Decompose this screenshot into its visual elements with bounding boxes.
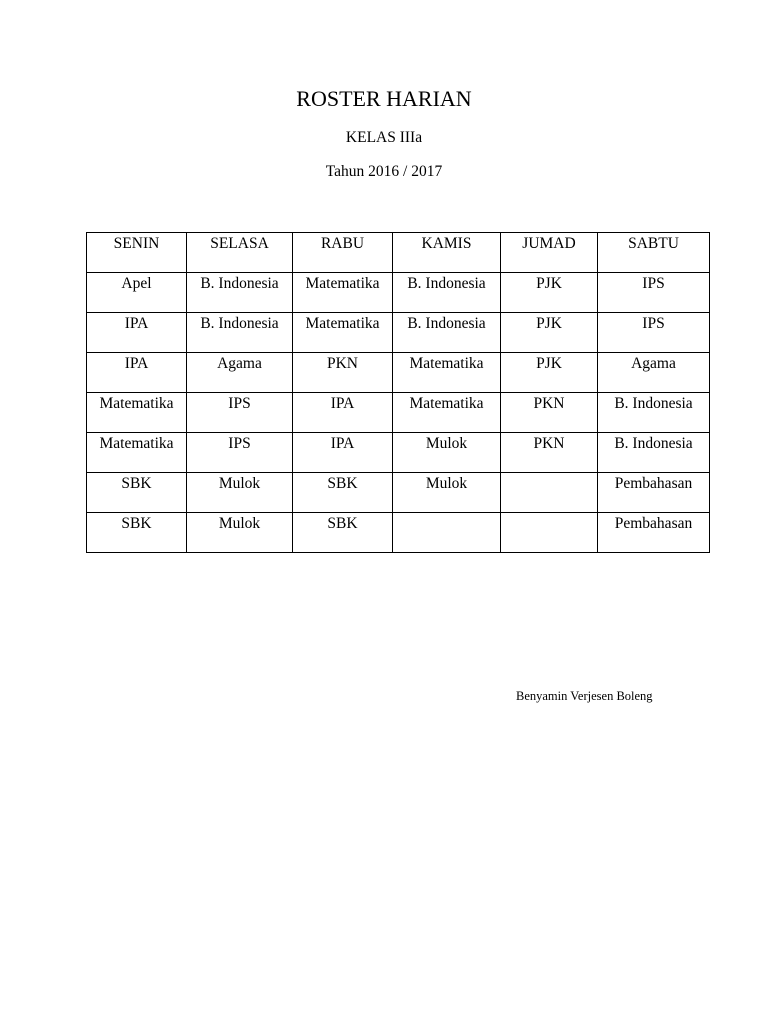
table-cell: Matematika <box>87 393 187 433</box>
table-cell: Pembahasan <box>598 473 710 513</box>
table-cell: Matematika <box>293 313 393 353</box>
table-cell: B. Indonesia <box>598 393 710 433</box>
class-label: KELAS IIIa <box>345 129 423 146</box>
page-title: ROSTER HARIAN <box>296 86 472 111</box>
table-cell: Mulok <box>393 433 501 473</box>
table-cell: B. Indonesia <box>187 273 293 313</box>
table-cell: IPA <box>293 433 393 473</box>
table-cell: SBK <box>293 513 393 553</box>
table-cell: PJK <box>501 353 598 393</box>
table-cell: Agama <box>187 353 293 393</box>
header-jumad: JUMAD <box>501 233 598 273</box>
table-header-row <box>87 233 710 273</box>
header-kamis: KAMIS <box>393 233 501 273</box>
table-cell: B. Indonesia <box>393 313 501 353</box>
table-cell: IPA <box>293 393 393 433</box>
table-row <box>87 273 710 313</box>
table-cell <box>501 473 598 513</box>
table-cell: PKN <box>293 353 393 393</box>
table-cell: Apel <box>87 273 187 313</box>
table-cell: IPA <box>87 313 187 353</box>
table-cell: SBK <box>293 473 393 513</box>
table-cell: Matematika <box>393 393 501 433</box>
table-cell: PKN <box>501 433 598 473</box>
table-cell: IPS <box>598 313 710 353</box>
table-cell: B. Indonesia <box>598 433 710 473</box>
table-row <box>87 473 710 513</box>
school-year-label: Tahun 2016 / 2017 <box>325 163 443 180</box>
table-cell: IPA <box>87 353 187 393</box>
table-row <box>87 313 710 353</box>
header-selasa: SELASA <box>187 233 293 273</box>
table-cell: IPS <box>187 433 293 473</box>
table-cell: PJK <box>501 273 598 313</box>
roster-table <box>86 232 710 553</box>
table-cell: Agama <box>598 353 710 393</box>
header-rabu: RABU <box>293 233 393 273</box>
table-cell: SBK <box>87 473 187 513</box>
table-row <box>87 433 710 473</box>
table-cell: Mulok <box>187 513 293 553</box>
table-cell: B. Indonesia <box>187 313 293 353</box>
table-cell: SBK <box>87 513 187 553</box>
table-row <box>87 353 710 393</box>
table-cell: PJK <box>501 313 598 353</box>
table-cell: PKN <box>501 393 598 433</box>
table-row <box>87 513 710 553</box>
table-cell: Mulok <box>393 473 501 513</box>
header-senin: SENIN <box>87 233 187 273</box>
table-cell: Pembahasan <box>598 513 710 553</box>
table-cell: IPS <box>598 273 710 313</box>
table-row <box>87 393 710 433</box>
table-cell: Matematika <box>293 273 393 313</box>
table-cell: B. Indonesia <box>393 273 501 313</box>
table-cell: IPS <box>187 393 293 433</box>
table-cell: Matematika <box>393 353 501 393</box>
table-cell: Mulok <box>187 473 293 513</box>
header-sabtu: SABTU <box>598 233 710 273</box>
table-cell <box>393 513 501 553</box>
table-cell <box>501 513 598 553</box>
table-cell: Matematika <box>87 433 187 473</box>
signature-name: Benyamin Verjesen Boleng <box>516 689 653 703</box>
